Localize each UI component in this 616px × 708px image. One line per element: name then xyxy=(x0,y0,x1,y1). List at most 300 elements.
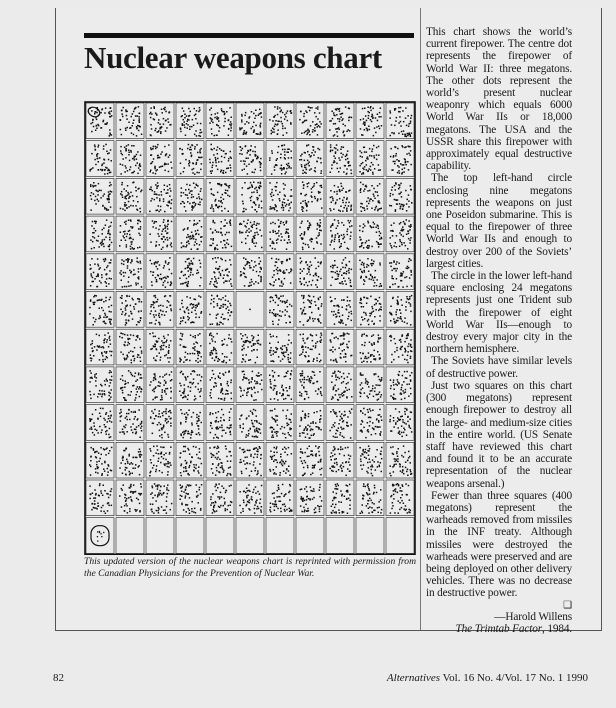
megaton-dot xyxy=(305,346,307,348)
megaton-dot xyxy=(392,169,394,171)
megaton-dot xyxy=(250,150,252,152)
megaton-dot xyxy=(198,303,200,305)
megaton-dot xyxy=(106,286,108,288)
megaton-dot xyxy=(373,155,375,157)
megaton-dot xyxy=(228,135,230,137)
megaton-dot xyxy=(364,358,366,360)
megaton-dot xyxy=(329,129,331,131)
megaton-dot xyxy=(408,302,410,304)
megaton-dot xyxy=(256,271,257,273)
megaton-dot xyxy=(191,269,193,271)
megaton-dot xyxy=(106,341,108,343)
megaton-dot xyxy=(350,306,352,308)
megaton-dot xyxy=(255,399,257,401)
megaton-dot xyxy=(280,240,282,242)
megaton-dot xyxy=(404,159,406,161)
megaton-dot xyxy=(105,123,107,125)
megaton-dot xyxy=(338,423,340,425)
megaton-dot xyxy=(161,340,163,342)
megaton-dot xyxy=(341,120,343,122)
megaton-dot xyxy=(320,230,322,232)
megaton-dot xyxy=(218,398,220,400)
megaton-dot xyxy=(224,398,226,400)
megaton-dot xyxy=(131,259,133,261)
megaton-dot xyxy=(121,153,123,155)
megaton-dot xyxy=(188,144,190,146)
megaton-dot xyxy=(341,146,343,148)
megaton-dot xyxy=(374,282,376,284)
megaton-dot xyxy=(333,314,335,316)
megaton-dot xyxy=(91,248,93,250)
megaton-dot xyxy=(231,123,233,125)
megaton-dot xyxy=(171,310,173,312)
megaton-dot xyxy=(194,115,196,117)
megaton-dot xyxy=(124,204,126,206)
megaton-dot xyxy=(366,164,368,166)
megaton-dot xyxy=(106,282,108,284)
megaton-dot xyxy=(360,430,362,432)
megaton-dot xyxy=(261,380,263,382)
megaton-dot xyxy=(250,359,252,361)
megaton-dot xyxy=(337,377,339,379)
megaton-dot xyxy=(283,188,285,190)
megaton-dot xyxy=(108,191,110,193)
megaton-dot xyxy=(371,116,373,118)
megaton-dot xyxy=(162,112,164,114)
megaton-dot xyxy=(135,397,137,399)
megaton-dot xyxy=(157,299,159,301)
megaton-dot xyxy=(120,378,122,380)
megaton-dot xyxy=(391,132,393,134)
megaton-dot xyxy=(410,226,412,228)
megaton-dot xyxy=(188,258,190,260)
megaton-dot xyxy=(216,324,218,326)
megaton-dot xyxy=(141,422,143,424)
megaton-dot xyxy=(305,352,307,354)
megaton-dot xyxy=(137,391,139,393)
megaton-dot xyxy=(170,397,172,399)
megaton-dot xyxy=(406,408,408,410)
megaton-dot xyxy=(344,414,346,416)
megaton-dot xyxy=(163,282,165,284)
megaton-dot xyxy=(316,275,318,277)
megaton-dot xyxy=(408,169,410,171)
megaton-dot xyxy=(130,311,132,313)
megaton-dot xyxy=(339,397,341,399)
megaton-dot xyxy=(182,153,184,155)
megaton-dot xyxy=(210,208,212,210)
megaton-dot xyxy=(389,421,391,423)
megaton-dot xyxy=(311,378,313,380)
megaton-dot xyxy=(345,353,347,355)
megaton-dot xyxy=(253,426,255,428)
megaton-dot xyxy=(317,126,319,128)
megaton-dot xyxy=(93,355,95,357)
megaton-dot xyxy=(216,437,218,439)
megaton-dot xyxy=(331,311,333,313)
megaton-dot xyxy=(335,279,337,281)
megaton-dot xyxy=(403,221,405,223)
megaton-dot xyxy=(150,155,152,157)
megaton-dot xyxy=(210,303,212,305)
megaton-dot xyxy=(306,203,308,205)
megaton-dot xyxy=(339,241,341,243)
megaton-dot xyxy=(162,284,164,286)
megaton-dot xyxy=(244,115,246,117)
megaton-dot xyxy=(245,277,247,279)
megaton-dot xyxy=(211,423,213,425)
megaton-dot xyxy=(400,206,402,208)
megaton-dot xyxy=(334,422,336,424)
megaton-dot xyxy=(230,170,232,172)
megaton-dot xyxy=(315,268,317,270)
megaton-dot xyxy=(90,195,92,197)
megaton-dot xyxy=(134,159,136,161)
megaton-dot xyxy=(98,169,100,171)
megaton-dot xyxy=(201,356,203,358)
megaton-dot xyxy=(106,274,108,276)
megaton-dot xyxy=(132,226,134,228)
megaton-dot xyxy=(218,437,220,439)
megaton-dot xyxy=(161,127,163,129)
megaton-dot xyxy=(313,185,315,187)
megaton-dot xyxy=(213,374,215,376)
megaton-dot xyxy=(230,408,232,410)
megaton-dot xyxy=(129,234,131,236)
megaton-dot xyxy=(169,410,171,412)
megaton-dot xyxy=(152,190,154,192)
megaton-dot xyxy=(347,347,349,349)
megaton-dot xyxy=(137,356,139,358)
megaton-dot xyxy=(183,431,185,433)
megaton-dot xyxy=(335,128,337,130)
megaton-dot xyxy=(245,361,247,363)
megaton-dot xyxy=(317,223,319,225)
megaton-dot xyxy=(244,273,246,275)
megaton-dot xyxy=(105,259,107,261)
megaton-dot xyxy=(227,427,229,429)
megaton-dot xyxy=(345,267,347,269)
megaton-dot xyxy=(104,169,106,171)
megaton-dot xyxy=(340,167,342,169)
megaton-dot xyxy=(371,390,373,392)
megaton-dot xyxy=(408,261,410,263)
megaton-dot xyxy=(360,374,362,376)
megaton-dot xyxy=(154,262,156,264)
megaton-dot xyxy=(124,205,126,207)
megaton-dot xyxy=(182,283,184,285)
megaton-dot xyxy=(96,286,98,288)
megaton-dot xyxy=(160,310,162,312)
megaton-dot xyxy=(168,301,170,303)
megaton-dot xyxy=(103,310,105,312)
megaton-dot xyxy=(190,322,192,324)
megaton-dot xyxy=(364,125,366,127)
megaton-dot xyxy=(301,239,303,241)
megaton-dot xyxy=(339,159,341,161)
megaton-dot xyxy=(155,415,157,417)
megaton-dot xyxy=(138,409,140,411)
megaton-dot xyxy=(152,422,154,424)
megaton-dot xyxy=(363,312,365,314)
megaton-dot xyxy=(274,166,276,168)
megaton-dot xyxy=(170,387,172,389)
megaton-dot xyxy=(158,119,160,121)
megaton-dot xyxy=(140,262,142,264)
megaton-dot xyxy=(228,158,230,160)
megaton-dot xyxy=(257,391,259,393)
megaton-dot xyxy=(101,299,103,301)
megaton-dot xyxy=(378,420,380,422)
megaton-dot xyxy=(224,118,226,120)
megaton-dot xyxy=(194,108,196,110)
megaton-dot xyxy=(393,161,395,163)
megaton-dot xyxy=(120,411,122,413)
megaton-dot xyxy=(242,346,244,348)
megaton-dot xyxy=(398,166,400,168)
megaton-dot xyxy=(330,244,332,246)
megaton-dot xyxy=(302,432,304,434)
megaton-dot xyxy=(339,371,341,373)
megaton-dot xyxy=(215,268,217,270)
megaton-dot xyxy=(248,379,250,381)
megaton-dot xyxy=(343,420,345,422)
megaton-dot xyxy=(200,123,202,125)
megaton-dot xyxy=(304,428,306,430)
megaton-dot xyxy=(301,237,303,239)
megaton-dot xyxy=(154,119,156,121)
megaton-dot xyxy=(182,333,184,335)
megaton-dot xyxy=(99,157,101,159)
megaton-dot xyxy=(151,310,153,312)
megaton-dot xyxy=(126,145,128,147)
megaton-dot xyxy=(164,265,166,267)
megaton-dot xyxy=(367,158,369,160)
megaton-dot xyxy=(213,386,215,388)
megaton-dot xyxy=(363,427,365,429)
megaton-dot xyxy=(245,238,247,240)
megaton-dot xyxy=(106,412,108,414)
megaton-dot xyxy=(393,394,395,396)
megaton-dot xyxy=(398,432,400,434)
megaton-dot xyxy=(362,156,364,158)
megaton-dot xyxy=(307,337,309,339)
megaton-dot xyxy=(200,136,202,138)
megaton-dot xyxy=(191,156,193,158)
megaton-dot xyxy=(406,286,408,288)
megaton-dot xyxy=(91,153,93,155)
megaton-dot xyxy=(371,162,373,164)
megaton-dot xyxy=(152,275,154,277)
megaton-dot xyxy=(320,393,322,395)
megaton-dot xyxy=(331,111,333,113)
megaton-dot xyxy=(375,309,377,311)
megaton-dot xyxy=(219,378,221,380)
megaton-dot xyxy=(159,198,161,200)
megaton-dot xyxy=(156,186,158,188)
megaton-dot xyxy=(246,354,248,356)
megaton-dot xyxy=(155,184,157,186)
megaton-dot xyxy=(339,239,341,241)
megaton-dot xyxy=(213,154,215,156)
megaton-dot xyxy=(251,111,253,113)
megaton-dot xyxy=(153,146,155,148)
megaton-dot xyxy=(284,128,286,130)
megaton-dot xyxy=(407,346,409,348)
megaton-dot xyxy=(309,274,311,276)
megaton-dot xyxy=(196,162,198,164)
megaton-dot xyxy=(155,245,157,247)
megaton-dot xyxy=(281,395,283,397)
megaton-dot xyxy=(410,305,412,307)
megaton-dot xyxy=(307,151,309,153)
megaton-dot xyxy=(349,300,351,302)
megaton-dot xyxy=(198,351,200,353)
megaton-dot xyxy=(210,379,212,381)
megaton-dot xyxy=(290,207,292,209)
megaton-dot xyxy=(212,258,214,260)
megaton-dot xyxy=(280,168,282,170)
megaton-dot xyxy=(218,298,220,300)
megaton-dot xyxy=(163,336,165,338)
grid-cell xyxy=(266,367,294,403)
megaton-dot xyxy=(313,154,315,156)
megaton-dot xyxy=(374,344,376,346)
megaton-dot xyxy=(320,296,322,298)
megaton-dot xyxy=(301,166,303,168)
megaton-dot xyxy=(391,124,393,126)
megaton-dot xyxy=(92,167,94,169)
megaton-dot xyxy=(111,389,113,391)
megaton-dot xyxy=(162,230,164,232)
megaton-dot xyxy=(190,297,192,299)
megaton-dot xyxy=(278,356,280,358)
megaton-dot xyxy=(225,295,227,297)
megaton-dot xyxy=(121,295,123,297)
megaton-dot xyxy=(347,150,349,152)
megaton-dot xyxy=(368,203,370,205)
megaton-dot xyxy=(189,220,191,222)
megaton-dot xyxy=(287,242,289,244)
megaton-dot xyxy=(215,257,217,259)
megaton-dot xyxy=(399,187,401,189)
megaton-dot xyxy=(290,268,292,270)
megaton-dot xyxy=(278,342,280,344)
megaton-dot xyxy=(170,308,172,310)
megaton-dot xyxy=(196,434,198,436)
megaton-dot xyxy=(94,376,96,378)
megaton-dot xyxy=(192,236,194,238)
megaton-dot xyxy=(335,234,337,236)
megaton-dot xyxy=(93,182,95,184)
megaton-dot xyxy=(374,304,376,306)
megaton-dot xyxy=(181,303,183,305)
megaton-dot xyxy=(368,324,370,326)
megaton-dot xyxy=(209,354,211,356)
megaton-dot xyxy=(104,394,106,396)
megaton-dot xyxy=(125,383,127,385)
megaton-dot xyxy=(99,426,101,428)
megaton-dot xyxy=(95,221,97,223)
megaton-dot xyxy=(313,382,315,384)
megaton-dot xyxy=(93,281,95,283)
megaton-dot xyxy=(110,225,112,227)
megaton-dot xyxy=(373,188,375,190)
megaton-dot xyxy=(254,392,256,394)
megaton-dot xyxy=(360,372,362,374)
megaton-dot xyxy=(107,380,109,382)
megaton-dot xyxy=(253,172,255,174)
megaton-dot xyxy=(164,432,166,434)
megaton-dot xyxy=(279,226,281,228)
megaton-dot xyxy=(337,273,339,275)
megaton-dot xyxy=(367,409,369,411)
megaton-dot xyxy=(303,188,305,190)
megaton-dot xyxy=(307,227,309,229)
megaton-dot xyxy=(95,196,97,198)
megaton-dot xyxy=(166,193,168,195)
megaton-dot xyxy=(161,347,163,349)
megaton-dot xyxy=(274,209,276,211)
megaton-dot xyxy=(188,386,190,388)
megaton-dot xyxy=(404,135,406,137)
megaton-dot xyxy=(289,388,291,390)
megaton-dot xyxy=(193,306,195,308)
megaton-dot xyxy=(94,200,96,202)
megaton-dot xyxy=(247,158,249,160)
megaton-dot xyxy=(191,144,193,146)
megaton-dot xyxy=(160,399,162,401)
megaton-dot xyxy=(364,342,366,344)
megaton-dot xyxy=(395,147,397,149)
megaton-dot xyxy=(222,323,224,325)
megaton-dot xyxy=(335,314,337,316)
megaton-dot xyxy=(110,278,112,280)
megaton-dot xyxy=(90,285,92,287)
megaton-dot xyxy=(302,270,304,272)
megaton-dot xyxy=(127,267,129,269)
megaton-dot xyxy=(252,269,254,271)
megaton-dot xyxy=(186,245,188,247)
megaton-dot xyxy=(135,339,137,341)
megaton-dot xyxy=(273,131,275,133)
megaton-dot xyxy=(210,118,212,120)
megaton-dot xyxy=(170,190,172,192)
megaton-dot xyxy=(190,373,192,375)
megaton-dot xyxy=(217,303,219,305)
megaton-dot xyxy=(403,121,405,123)
megaton-dot xyxy=(368,357,370,359)
megaton-dot xyxy=(200,191,202,193)
megaton-dot xyxy=(180,128,182,130)
megaton-dot xyxy=(129,169,131,171)
megaton-dot xyxy=(93,193,95,195)
megaton-dot xyxy=(180,131,182,133)
megaton-dot xyxy=(166,237,168,239)
megaton-dot xyxy=(222,194,224,196)
megaton-dot xyxy=(391,336,393,338)
megaton-dot xyxy=(340,206,342,208)
megaton-dot xyxy=(281,285,283,287)
megaton-dot xyxy=(367,221,369,223)
megaton-dot xyxy=(247,235,249,237)
megaton-dot xyxy=(330,120,332,122)
megaton-dot xyxy=(307,285,309,287)
megaton-dot xyxy=(408,153,410,155)
megaton-dot xyxy=(189,149,191,151)
megaton-dot xyxy=(365,378,367,380)
megaton-dot xyxy=(109,193,111,195)
